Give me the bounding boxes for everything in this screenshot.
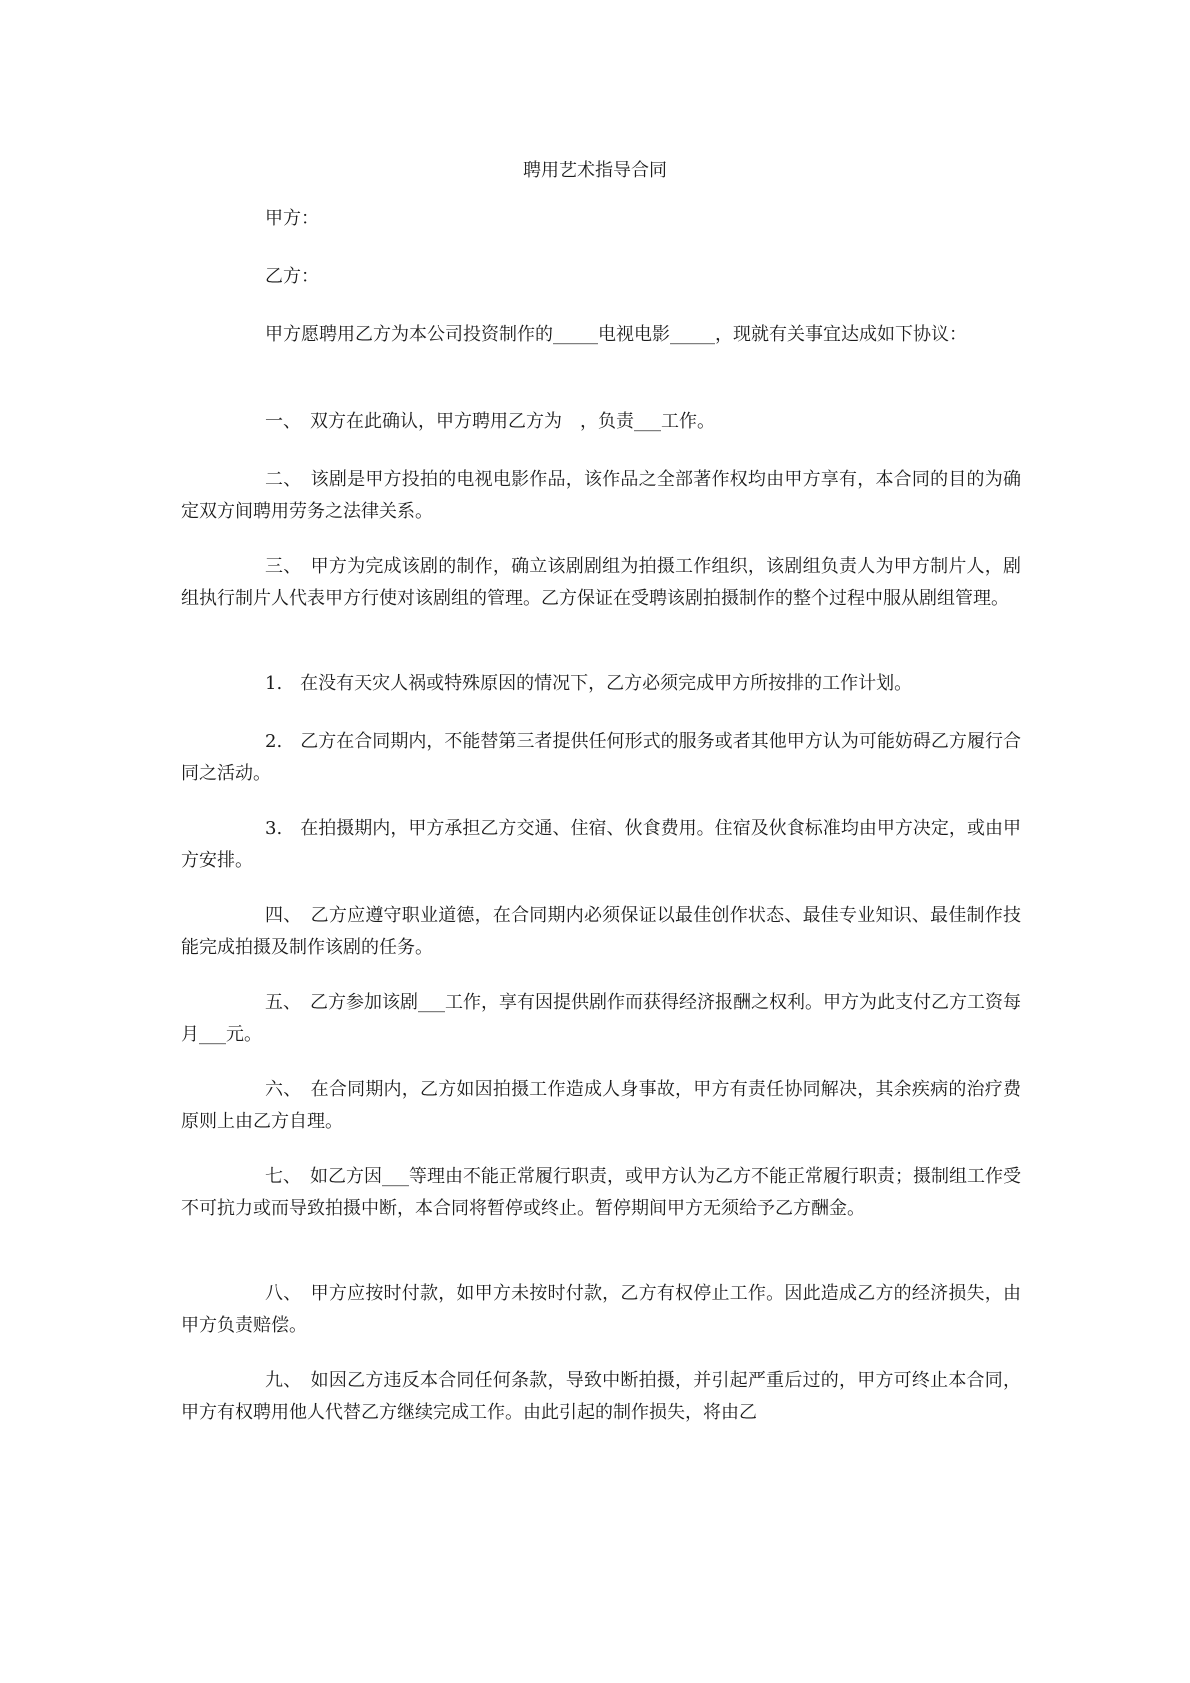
clause-3-item-2: 2. 乙方在合同期内，不能替第三者提供任何形式的服务或者其他甲方认为可能妨碍乙方履行合同之活动。 bbox=[181, 731, 1021, 784]
clause-3-item-3: 3. 在拍摄期内，甲方承担乙方交通、住宿、伙食费用。住宿及伙食标准均由甲方决定，或由甲方安排。 bbox=[181, 818, 1021, 871]
clause-1-paragraph: 一、 双方在此确认，甲方聘用乙方为 ，负责___工作。 bbox=[265, 411, 715, 432]
clause-5-paragraph: 五、 乙方参加该剧___工作，享有因提供剧作而获得经济报酬之权利。甲方为此支付乙方工资每月___元。 bbox=[181, 992, 1021, 1045]
preamble-paragraph: 甲方愿聘用乙方为本公司投资制作的_____电视电影_____，现就有关事宜达成如下协议： bbox=[265, 324, 967, 345]
party-a-line: 甲方： bbox=[265, 208, 319, 229]
clause-3-item-1: 1. 在没有天灾人祸或特殊原因的情况下，乙方必须完成甲方所按排的工作计划。 bbox=[265, 673, 913, 694]
party-b-line: 乙方： bbox=[265, 266, 319, 287]
clause-2-paragraph: 二、 该剧是甲方投拍的电视电影作品，该作品之全部著作权均由甲方享有，本合同的目的为确定双方间聘用劳务之法律关系。 bbox=[181, 469, 1021, 522]
document-title: 聘用艺术指导合同 bbox=[523, 160, 667, 181]
clause-4-paragraph: 四、 乙方应遵守职业道德，在合同期内必须保证以最佳创作状态、最佳专业知识、最佳制作技能完成拍摄及制作该剧的任务。 bbox=[181, 905, 1021, 958]
clause-9-paragraph: 九、 如因乙方违反本合同任何条款，导致中断拍摄，并引起严重后过的，甲方可终止本合同，甲方有权聘用他人代替乙方继续完成工作。由此引起的制作损失，将由乙 bbox=[181, 1370, 1021, 1423]
clause-8-paragraph: 八、 甲方应按时付款，如甲方未按时付款，乙方有权停止工作。因此造成乙方的经济损失，由甲方负责赔偿。 bbox=[181, 1283, 1021, 1336]
clause-6-paragraph: 六、 在合同期内，乙方如因拍摄工作造成人身事故，甲方有责任协同解决，其余疾病的治疗费原则上由乙方自理。 bbox=[181, 1079, 1021, 1132]
clause-7-paragraph: 七、 如乙方因___等理由不能正常履行职责，或甲方认为乙方不能正常履行职责；摄制组工作受不可抗力或而导致拍摄中断，本合同将暂停或终止。暂停期间甲方无须给予乙方酬金。 bbox=[181, 1166, 1021, 1219]
clause-3-paragraph: 三、 甲方为完成该剧的制作，确立该剧剧组为拍摄工作组织，该剧组负责人为甲方制片人，剧组执行制片人代表甲方行使对该剧组的管理。乙方保证在受聘该剧拍摄制作的整个过程中服从剧组管理。 bbox=[181, 556, 1021, 609]
